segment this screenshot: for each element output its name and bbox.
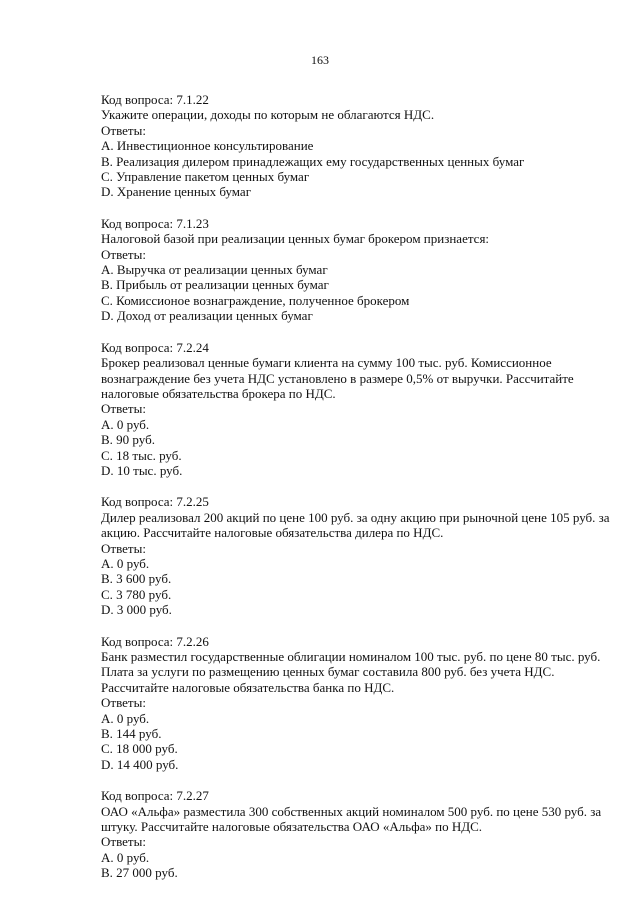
question-7-2-27 <box>101 788 623 880</box>
answer-option: A. Выручка от реализации ценных бумаг <box>101 262 328 278</box>
answer-option: B. 144 руб. <box>101 726 162 742</box>
question-text: ОАО «Альфа» разместила 300 собственных акций номиналом 500 руб. по цене 530 руб. за штуку. Рассчитайте налоговые обязательства ОАО «Альфа» по НДС. <box>101 803 602 835</box>
answers-label: Ответы: <box>101 122 146 138</box>
question-7-2-26 <box>101 634 623 773</box>
answer-option: D. 10 тыс. руб. <box>101 462 183 478</box>
question-text: Банк разместил государственные облигации номиналом 100 тыс. руб. по цене 80 тыс. руб. Плата за услуги по размещению ценных бумаг составила 800 руб. без учета НДС. Рассчитайте налоговые обязательства банка по НДС. <box>101 649 601 695</box>
answer-option: B. Реализация дилером принадлежащих ему государственных ценных бумаг <box>101 153 525 169</box>
answer-option: D. Доход от реализации ценных бумаг <box>101 308 313 324</box>
answer-option: C. Комиссионое вознаграждение, полученное брокером <box>101 292 410 308</box>
question-7-2-25 <box>101 494 623 617</box>
answer-option: A. 0 руб. <box>101 555 150 571</box>
answer-option: A. 0 руб. <box>101 849 150 865</box>
answer-option: A. Инвестиционное консультирование <box>101 138 314 154</box>
answers-label: Ответы: <box>101 246 146 262</box>
answers-label: Ответы: <box>101 401 146 417</box>
answer-option: A. 0 руб. <box>101 710 150 726</box>
answer-option: A. 0 руб. <box>101 416 150 432</box>
answer-option: B. Прибыль от реализации ценных бумаг <box>101 277 329 293</box>
answer-option: D. 14 400 руб. <box>101 756 179 772</box>
answer-option: B. 27 000 руб. <box>101 865 178 881</box>
answer-option: C. Управление пакетом ценных бумаг <box>101 169 310 185</box>
question-list <box>101 92 623 897</box>
answer-option: C. 3 780 руб. <box>101 586 172 602</box>
question-text: Брокер реализовал ценные бумаги клиента на сумму 100 тыс. руб. Комиссионное вознаграждение без учета НДС установлено в размере 0,5% от выручки. Рассчитайте налоговые обязательства брокера по НДС. <box>101 355 574 401</box>
answers-label: Ответы: <box>101 695 146 711</box>
question-code: Код вопроса: 7.2.26 <box>101 633 209 649</box>
page-number: 163 <box>311 53 329 67</box>
answer-option: D. Хранение ценных бумаг <box>101 184 252 200</box>
question-code: Код вопроса: 7.2.27 <box>101 788 209 804</box>
question-text: Укажите операции, доходы по которым не облагаются НДС. <box>101 107 435 123</box>
answer-option: D. 3 000 руб. <box>101 602 172 618</box>
question-text: Налоговой базой при реализации ценных бумаг брокером признается: <box>101 231 490 247</box>
answers-label: Ответы: <box>101 540 146 556</box>
question-7-1-23 <box>101 216 623 324</box>
answers-label: Ответы: <box>101 834 146 850</box>
answer-option: B. 90 руб. <box>101 432 155 448</box>
question-code: Код вопроса: 7.2.24 <box>101 339 209 355</box>
question-7-1-22 <box>101 92 623 200</box>
answer-option: C. 18 тыс. руб. <box>101 447 182 463</box>
question-7-2-24 <box>101 340 623 479</box>
question-text: Дилер реализовал 200 акций по цене 100 руб. за одну акцию при рыночной цене 105 руб. за акцию. Рассчитайте налоговые обязательства дилера по НДС. <box>101 509 610 541</box>
question-code: Код вопроса: 7.1.22 <box>101 92 209 107</box>
question-code: Код вопроса: 7.1.23 <box>101 215 209 231</box>
answer-option: B. 3 600 руб. <box>101 571 172 587</box>
answer-option: C. 18 000 руб. <box>101 741 178 757</box>
question-code: Код вопроса: 7.2.25 <box>101 494 209 510</box>
